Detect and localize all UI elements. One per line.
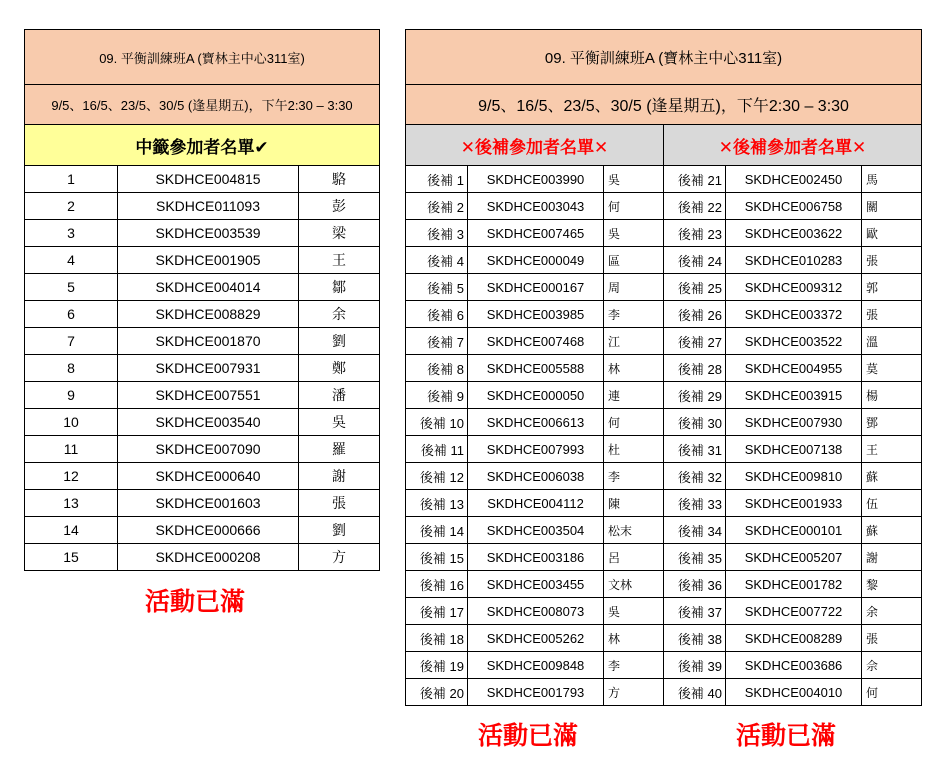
table-row: [406, 247, 922, 274]
waitlist-header: ✕後補參加者名單✕: [406, 125, 664, 166]
member-id: SKDHCE003186: [468, 544, 604, 571]
member-surname: 吳: [604, 220, 664, 247]
row-number: 3: [25, 220, 118, 247]
member-surname: 連: [604, 382, 664, 409]
waitlist-number: 後補 27: [664, 328, 726, 355]
member-surname: 伍: [862, 490, 922, 517]
waitlist-number: 後補 5: [406, 274, 468, 301]
member-id: SKDHCE010283: [726, 247, 862, 274]
member-id: SKDHCE001933: [726, 490, 862, 517]
waitlist-number: 後補 23: [664, 220, 726, 247]
member-id: SKDHCE001793: [468, 679, 604, 706]
member-surname: 何: [604, 193, 664, 220]
table-row: [406, 598, 922, 625]
member-surname: 謝: [862, 544, 922, 571]
waitlist-number: 後補 30: [664, 409, 726, 436]
waitlist-number: 後補 17: [406, 598, 468, 625]
member-surname: 鄧: [862, 409, 922, 436]
row-number: 14: [25, 517, 118, 544]
member-surname: 楊: [862, 382, 922, 409]
member-surname: 王: [299, 247, 380, 274]
member-surname: 江: [604, 328, 664, 355]
row-number: 2: [25, 193, 118, 220]
member-surname: 羅: [299, 436, 380, 463]
waitlist-number: 後補 28: [664, 355, 726, 382]
row-number: 10: [25, 409, 118, 436]
table-row: [25, 490, 380, 517]
member-surname: 林: [604, 625, 664, 652]
member-id: SKDHCE011093: [118, 193, 299, 220]
table-row: [25, 193, 380, 220]
waitlist-number: 後補 31: [664, 436, 726, 463]
table-row: [406, 517, 922, 544]
waitlist-number: 後補 25: [664, 274, 726, 301]
member-surname: 駱: [299, 166, 380, 193]
member-surname: 吳: [604, 598, 664, 625]
member-id: SKDHCE009848: [468, 652, 604, 679]
waitlist-number: 後補 37: [664, 598, 726, 625]
member-id: SKDHCE008829: [118, 301, 299, 328]
member-surname: 林: [604, 355, 664, 382]
table-row: [406, 652, 922, 679]
member-surname: 潘: [299, 382, 380, 409]
member-surname: 吳: [604, 166, 664, 193]
member-surname: 王: [862, 436, 922, 463]
waitlist-number: 後補 18: [406, 625, 468, 652]
member-surname: 何: [604, 409, 664, 436]
row-number: 6: [25, 301, 118, 328]
member-surname: 郭: [862, 274, 922, 301]
member-id: SKDHCE007931: [118, 355, 299, 382]
waitlist-number: 後補 32: [664, 463, 726, 490]
member-surname: 張: [862, 247, 922, 274]
table-row: [406, 220, 922, 247]
waitlist-number: 後補 12: [406, 463, 468, 490]
member-surname: 方: [299, 544, 380, 571]
member-id: SKDHCE009312: [726, 274, 862, 301]
member-surname: 歐: [862, 220, 922, 247]
waitlist-number: 後補 39: [664, 652, 726, 679]
member-id: SKDHCE007465: [468, 220, 604, 247]
member-surname: 張: [862, 625, 922, 652]
member-id: SKDHCE003043: [468, 193, 604, 220]
member-surname: 佘: [862, 652, 922, 679]
table-row: [25, 355, 380, 382]
table-row: [25, 247, 380, 274]
table-row: [406, 301, 922, 328]
row-number: 9: [25, 382, 118, 409]
waitlist-number: 後補 13: [406, 490, 468, 517]
waitlist-table: [405, 29, 922, 706]
table-row: [406, 490, 922, 517]
member-id: SKDHCE009810: [726, 463, 862, 490]
member-id: SKDHCE003622: [726, 220, 862, 247]
waitlist-number: 後補 24: [664, 247, 726, 274]
member-id: SKDHCE000666: [118, 517, 299, 544]
member-surname: 溫: [862, 328, 922, 355]
activity-full-label: 活動已滿: [478, 721, 579, 750]
table-row: [25, 436, 380, 463]
table-row: [25, 328, 380, 355]
member-surname: 李: [604, 652, 664, 679]
member-id: SKDHCE006758: [726, 193, 862, 220]
row-number: 5: [25, 274, 118, 301]
table-row: [25, 517, 380, 544]
table-row: [25, 463, 380, 490]
member-surname: 李: [604, 301, 664, 328]
table-row: [406, 409, 922, 436]
member-id: SKDHCE004014: [118, 274, 299, 301]
table-row: [25, 274, 380, 301]
member-surname: 張: [862, 301, 922, 328]
member-id: SKDHCE003522: [726, 328, 862, 355]
row-number: 4: [25, 247, 118, 274]
table-row: [406, 382, 922, 409]
waitlist-number: 後補 35: [664, 544, 726, 571]
member-surname: 蘇: [862, 463, 922, 490]
waitlist-number: 後補 40: [664, 679, 726, 706]
member-surname: 區: [604, 247, 664, 274]
waitlist-number: 後補 3: [406, 220, 468, 247]
member-id: SKDHCE000049: [468, 247, 604, 274]
member-surname: 余: [862, 598, 922, 625]
waitlist-number: 後補 4: [406, 247, 468, 274]
row-number: 7: [25, 328, 118, 355]
table-row: [25, 409, 380, 436]
waitlist-header: ✕後補參加者名單✕: [664, 125, 922, 166]
member-id: SKDHCE000167: [468, 274, 604, 301]
table-row: [406, 463, 922, 490]
selected-participants-table: [24, 29, 380, 571]
member-id: SKDHCE003539: [118, 220, 299, 247]
member-id: SKDHCE004815: [118, 166, 299, 193]
member-id: SKDHCE000050: [468, 382, 604, 409]
table-row: [406, 625, 922, 652]
member-surname: 杜: [604, 436, 664, 463]
member-id: SKDHCE002450: [726, 166, 862, 193]
schedule: 9/5、16/5、23/5、30/5 (逢星期五)，下午2:30 – 3:30: [25, 85, 380, 125]
row-number: 15: [25, 544, 118, 571]
member-id: SKDHCE006038: [468, 463, 604, 490]
member-id: SKDHCE008289: [726, 625, 862, 652]
row-number: 11: [25, 436, 118, 463]
table-row: [25, 301, 380, 328]
member-surname: 余: [299, 301, 380, 328]
member-surname: 呂: [604, 544, 664, 571]
member-surname: 陳: [604, 490, 664, 517]
row-number: 13: [25, 490, 118, 517]
selected-header: 中籤參加者名單✔: [25, 125, 380, 166]
waitlist-number: 後補 1: [406, 166, 468, 193]
member-id: SKDHCE004010: [726, 679, 862, 706]
table-row: [406, 166, 922, 193]
table-row: [406, 436, 922, 463]
member-id: SKDHCE005588: [468, 355, 604, 382]
member-id: SKDHCE000208: [118, 544, 299, 571]
member-surname: 周: [604, 274, 664, 301]
table-row: [406, 274, 922, 301]
member-surname: 梁: [299, 220, 380, 247]
member-id: SKDHCE007138: [726, 436, 862, 463]
waitlist-number: 後補 9: [406, 382, 468, 409]
waitlist-number: 後補 36: [664, 571, 726, 598]
waitlist-number: 後補 16: [406, 571, 468, 598]
activity-full-label: 活動已滿: [736, 721, 837, 750]
waitlist-number: 後補 20: [406, 679, 468, 706]
table-row: [25, 382, 380, 409]
waitlist-number: 後補 14: [406, 517, 468, 544]
waitlist-number: 後補 33: [664, 490, 726, 517]
member-surname: 鄒: [299, 274, 380, 301]
member-surname: 張: [299, 490, 380, 517]
member-id: SKDHCE003455: [468, 571, 604, 598]
member-id: SKDHCE000101: [726, 517, 862, 544]
table-row: [406, 328, 922, 355]
row-number: 12: [25, 463, 118, 490]
member-surname: 文林: [604, 571, 664, 598]
member-id: SKDHCE007090: [118, 436, 299, 463]
activity-full-label: 活動已滿: [145, 587, 246, 616]
waitlist-number: 後補 7: [406, 328, 468, 355]
row-number: 1: [25, 166, 118, 193]
waitlist-number: 後補 34: [664, 517, 726, 544]
member-id: SKDHCE005207: [726, 544, 862, 571]
waitlist-number: 後補 10: [406, 409, 468, 436]
member-surname: 何: [862, 679, 922, 706]
member-surname: 黎: [862, 571, 922, 598]
member-surname: 松末: [604, 517, 664, 544]
waitlist-number: 後補 26: [664, 301, 726, 328]
member-surname: 莫: [862, 355, 922, 382]
member-id: SKDHCE003686: [726, 652, 862, 679]
member-id: SKDHCE001905: [118, 247, 299, 274]
member-id: SKDHCE007993: [468, 436, 604, 463]
waitlist-number: 後補 19: [406, 652, 468, 679]
member-id: SKDHCE006613: [468, 409, 604, 436]
member-surname: 彭: [299, 193, 380, 220]
schedule: 9/5、16/5、23/5、30/5 (逢星期五)，下午2:30 – 3:30: [406, 85, 922, 125]
member-surname: 吳: [299, 409, 380, 436]
member-id: SKDHCE008073: [468, 598, 604, 625]
member-id: SKDHCE001870: [118, 328, 299, 355]
member-id: SKDHCE005262: [468, 625, 604, 652]
member-surname: 關: [862, 193, 922, 220]
class-title: 09. 平衡訓練班A (寶林主中心311室): [406, 30, 922, 85]
table-row: [25, 220, 380, 247]
member-id: SKDHCE003915: [726, 382, 862, 409]
member-surname: 方: [604, 679, 664, 706]
member-surname: 蘇: [862, 517, 922, 544]
member-surname: 李: [604, 463, 664, 490]
waitlist-number: 後補 38: [664, 625, 726, 652]
table-row: [25, 544, 380, 571]
member-id: SKDHCE007722: [726, 598, 862, 625]
member-id: SKDHCE001782: [726, 571, 862, 598]
member-id: SKDHCE007551: [118, 382, 299, 409]
member-id: SKDHCE003985: [468, 301, 604, 328]
member-id: SKDHCE003372: [726, 301, 862, 328]
row-number: 8: [25, 355, 118, 382]
waitlist-number: 後補 22: [664, 193, 726, 220]
waitlist-number: 後補 8: [406, 355, 468, 382]
member-surname: 謝: [299, 463, 380, 490]
table-row: [406, 355, 922, 382]
member-id: SKDHCE003504: [468, 517, 604, 544]
member-surname: 劉: [299, 517, 380, 544]
member-id: SKDHCE003540: [118, 409, 299, 436]
table-row: [406, 571, 922, 598]
table-row: [406, 193, 922, 220]
member-id: SKDHCE007930: [726, 409, 862, 436]
waitlist-number: 後補 6: [406, 301, 468, 328]
waitlist-number: 後補 2: [406, 193, 468, 220]
class-title: 09. 平衡訓練班A (寶林主中心311室): [25, 30, 380, 85]
member-id: SKDHCE007468: [468, 328, 604, 355]
member-surname: 劉: [299, 328, 380, 355]
member-surname: 馬: [862, 166, 922, 193]
member-id: SKDHCE004112: [468, 490, 604, 517]
waitlist-number: 後補 11: [406, 436, 468, 463]
table-row: [25, 166, 380, 193]
member-id: SKDHCE000640: [118, 463, 299, 490]
member-surname: 鄭: [299, 355, 380, 382]
member-id: SKDHCE001603: [118, 490, 299, 517]
table-row: [406, 544, 922, 571]
member-id: SKDHCE004955: [726, 355, 862, 382]
waitlist-number: 後補 29: [664, 382, 726, 409]
member-id: SKDHCE003990: [468, 166, 604, 193]
waitlist-number: 後補 21: [664, 166, 726, 193]
waitlist-number: 後補 15: [406, 544, 468, 571]
table-row: [406, 679, 922, 706]
